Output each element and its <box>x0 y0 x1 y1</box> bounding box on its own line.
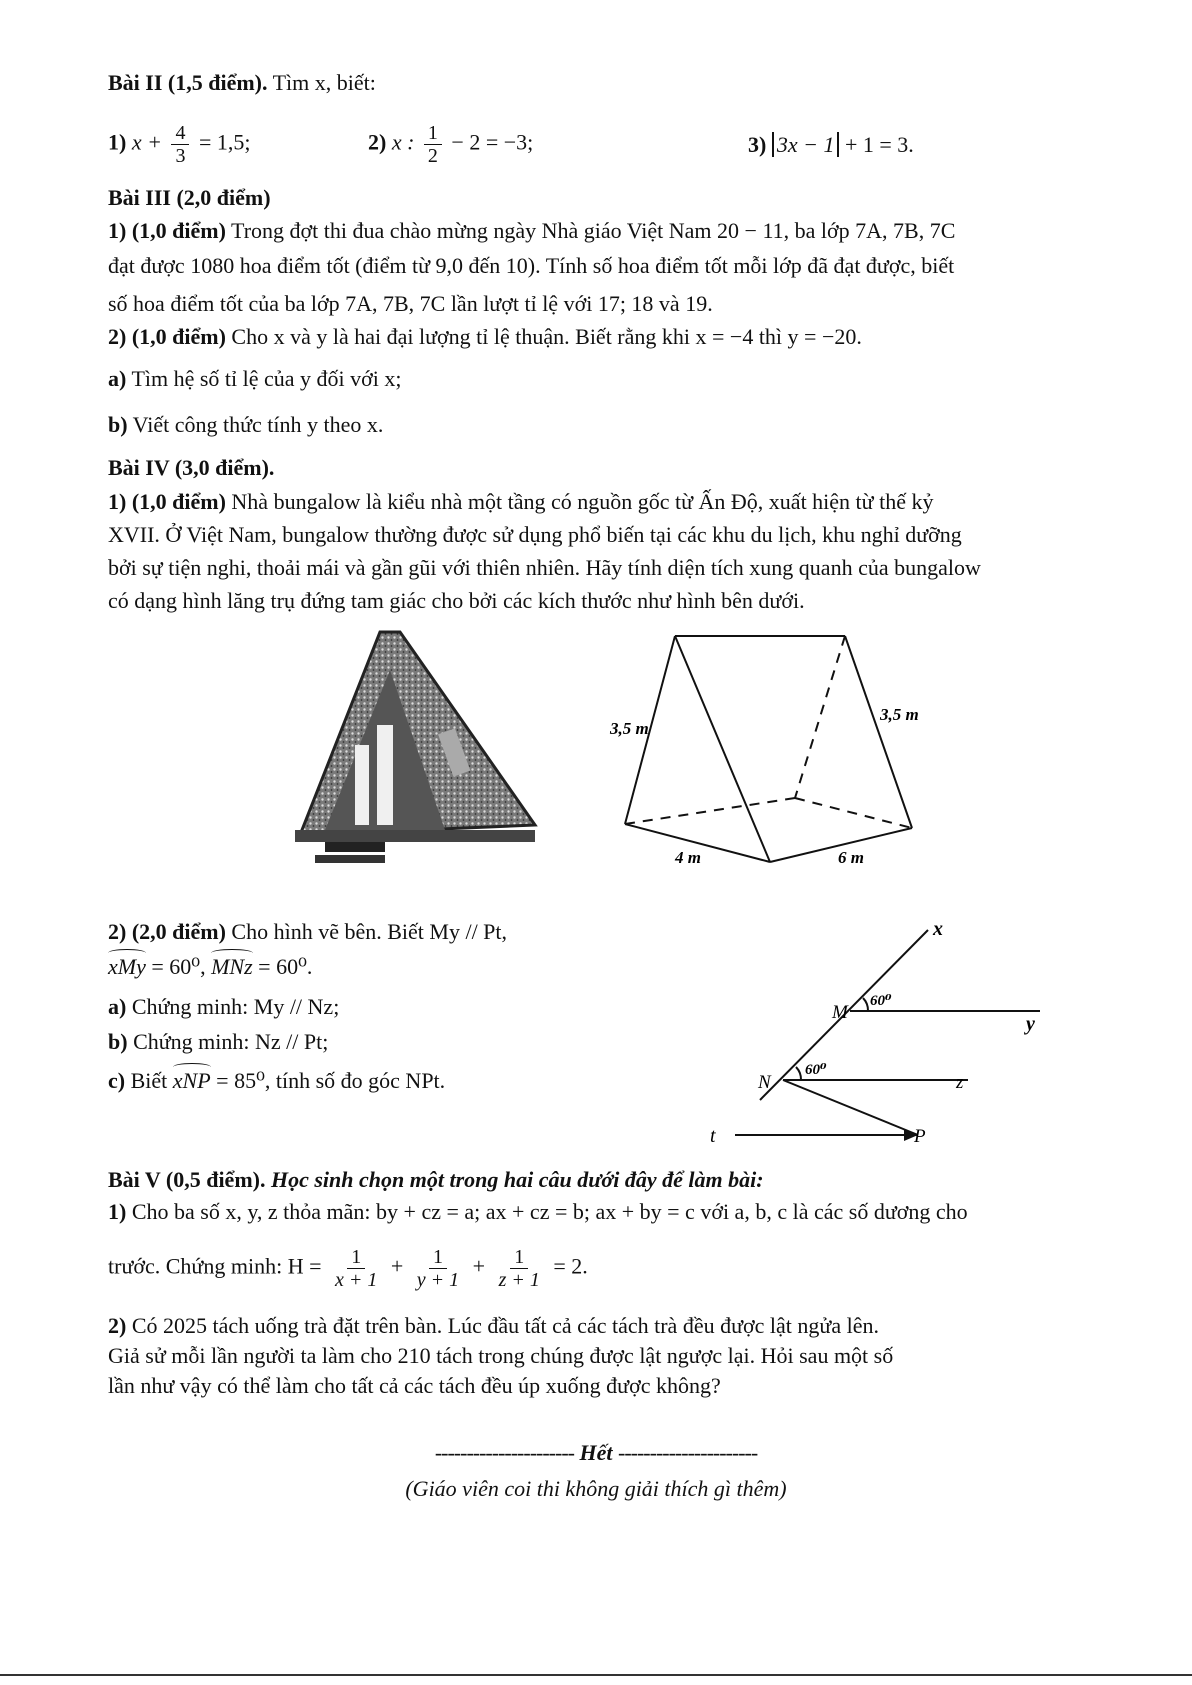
bai4-p1-line2: XVII. Ở Việt Nam, bungalow thường được sử dụng phổ biến tại các khu du lịch, khu nghỉ dưỡng <box>108 522 962 547</box>
label-P: P <box>914 1126 926 1147</box>
bai5-instruction: Học sinh chọn một trong hai câu dưới đây để làm bài: <box>270 1167 764 1192</box>
step <box>325 842 385 852</box>
bai3-a-line: a) Tìm hệ số tỉ lệ của y đối với x; <box>108 366 402 391</box>
segment-NP <box>783 1080 918 1135</box>
label-x: x <box>933 920 943 940</box>
end-marker: ---------------------- Hết ---------------------- <box>434 1440 758 1465</box>
prism-back-base <box>795 798 912 828</box>
end-text: Hết <box>579 1440 613 1465</box>
bai5-p1-formula: trước. Chứng minh: H = $\frac{1}{x + 1}$ + $\frac{1}{y + 1}$ + $\frac{1}{z + 1}$ = 2. <box>108 1246 588 1291</box>
bai3-p1-line3: số hoa điểm tốt của ba lớp 7A, 7B, 7C lần lượt tỉ lệ với 17; 18 và 19. <box>108 291 713 316</box>
fraction-z: $\frac{1}{z + 1}$ <box>498 1246 540 1291</box>
bai3-b-line: b) Viết công thức tính y theo x. <box>108 412 384 437</box>
bai5-p2-line2: Giả sử mỗi lần người ta làm cho 210 tách trong chúng được lật ngược lại. Hỏi sau một số <box>108 1343 894 1368</box>
bai3-p2-line: 2) (1,0 điểm) Cho x và y là hai đại lượng tỉ lệ thuận. Biết rằng khi x = −4 thì y = −20. <box>108 324 862 349</box>
bai5-p2-line3: lần như vậy có thể làm cho tất cả các tách đều úp xuống được không? <box>108 1373 721 1398</box>
deck <box>295 830 535 842</box>
bai4-b-line: b) Chứng minh: Nz // Pt; <box>108 1029 329 1054</box>
fraction: $\frac{1}{2}$ <box>424 122 442 167</box>
bai3-p1-line1: 1) (1,0 điểm) Trong đợt thi đua chào mừng ngày Nhà giáo Việt Nam 20 − 11, ba lớp 7A, 7B, 7C <box>108 218 956 243</box>
bai5-p1-line: 1) Cho ba số x, y, z thỏa mãn: by + cz = a; ax + cz = b; ax + by = c với a, b, c là các số dương cho <box>108 1199 968 1224</box>
label-y: y <box>1026 1013 1035 1035</box>
bai3-heading: Bài III (2,0 điểm) <box>108 185 271 210</box>
bai4-p2-angles: xMy = 60⁰, MNz = 60⁰. <box>108 952 312 982</box>
bai5-p2-line1: 2) Có 2025 tách uống trà đặt trên bàn. Lúc đầu tất cả các tách trà đều được lật ngửa lên. <box>108 1313 879 1338</box>
bai2-q2: 2) x : $\frac{1}{2}$ − 2 = −3; <box>368 122 534 167</box>
prism-hidden-bottom <box>625 798 795 824</box>
bai5-heading-line <box>108 1165 764 1195</box>
prism-diagram <box>600 628 940 878</box>
bai4-p1-line4: có dạng hình lăng trụ đứng tam giác cho bởi các kích thước như hình bên dưới. <box>108 588 805 613</box>
bai3-p1-line2: đạt được 1080 hoa điểm tốt (điểm từ 9,0 đến 10). Tính số hoa điểm tốt mỗi lớp đã đạt được, biết <box>108 253 955 278</box>
door-left <box>355 745 369 825</box>
bai4-heading: Bài IV (3,0 điểm). <box>108 455 275 480</box>
prism-label-right: 3,5 m <box>880 705 919 724</box>
bai5-heading: Bài V (0,5 điểm). <box>108 1167 266 1192</box>
bai4-p2-line: 2) (2,0 điểm) Cho hình vẽ bên. Biết My // Pt, <box>108 919 508 944</box>
bai4-c-line: c) Biết xNP = 85⁰, tính số đo góc NPt. <box>108 1066 445 1096</box>
label-t: t <box>710 1125 716 1147</box>
bai4-a-line: a) Chứng minh: My // Nz; <box>108 994 340 1019</box>
prism-front-right-edge <box>675 636 770 862</box>
bai2-q1: 1) x + $\frac{4}{3}$ = 1,5; <box>108 122 251 167</box>
label-z: z <box>956 1072 964 1093</box>
bai4-p1-line1: 1) (1,0 điểm) Nhà bungalow là kiểu nhà một tầng có nguồn gốc từ Ấn Độ, xuất hiện từ thế kỷ <box>108 489 934 514</box>
fraction-x: $\frac{1}{x + 1}$ <box>335 1246 378 1291</box>
fraction-y: $\frac{1}{y + 1}$ <box>416 1246 460 1291</box>
door-right <box>377 725 393 825</box>
bottom-border <box>0 1674 1192 1676</box>
bai2-heading-line <box>108 68 376 98</box>
prism-back-left-edge <box>795 636 845 798</box>
label-angle-N: 60⁰ <box>805 1062 827 1078</box>
bai4-p1-line3: bởi sự tiện nghi, thoải mái và gần gũi với thiên nhiên. Hãy tính diện tích xung quanh của bungalow <box>108 555 981 580</box>
step-lower <box>315 855 385 863</box>
bungalow-photo <box>285 630 545 870</box>
footer-note: (Giáo viên coi thi không giải thích gì thêm) <box>405 1476 787 1501</box>
label-N: N <box>758 1072 771 1093</box>
arc-angle-N <box>796 1067 801 1080</box>
label-angle-M: 60⁰ <box>870 993 892 1009</box>
arc-angle-M <box>863 998 868 1011</box>
bai2-heading: Bài II (1,5 điểm). <box>108 70 268 95</box>
parallel-lines-figure <box>690 920 1090 1150</box>
prism-label-length: 6 m <box>838 848 864 867</box>
fraction: $\frac{4}{3}$ <box>171 122 189 167</box>
bai2-instruction: Tìm x, biết: <box>272 70 376 95</box>
prism-label-base: 4 m <box>675 848 701 867</box>
prism-label-left: 3,5 m <box>610 719 649 738</box>
prism-back-right-edge <box>845 636 912 828</box>
bai2-q3: 3) 3x − 1 + 1 = 3. <box>748 132 914 157</box>
label-M: M <box>832 1002 848 1023</box>
